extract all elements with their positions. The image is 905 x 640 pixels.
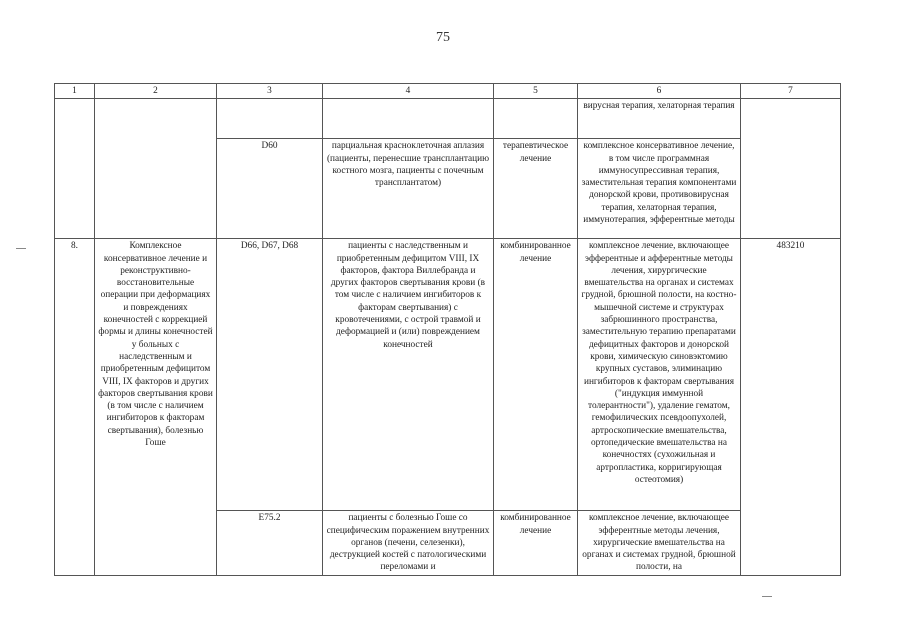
- column-number-7: 7: [741, 84, 841, 99]
- scan-mark: [16, 248, 26, 249]
- treatment-type-cell: терапевтическое лечение: [494, 139, 578, 239]
- column-number-3: 3: [217, 84, 323, 99]
- page-number: 75: [436, 30, 450, 45]
- treatment-method-cell: комплексное лечение, включающее эфферентные методы лечения, хирургические вмешательства на органах и системах грудной, брюшной полости, на: [578, 511, 741, 575]
- column-number-2: 2: [95, 84, 217, 99]
- diagnosis-code-cell: E75.2: [217, 511, 323, 575]
- row-number-cell: [55, 99, 95, 239]
- diagnosis-code-cell: D66, D67, D68: [217, 239, 323, 511]
- treatment-type-cell: комбинированное лечение: [494, 239, 578, 511]
- treatment-method-cell: комплексное лечение, включающее эфферентные и афферентные методы лечения, хирургические вмешательства на органах и системах грудной, брюшной полости, на костно-мышечной системе и структурах забрюшинного пространства, заместительную терапию препаратами дефицитных факторов и донорской крови, химическую синовэктомию крупных суставов, элиминацию ингибиторов к факторам свертывания ("индукция иммунной толерантности"), удаление гематом, гемофилических псевдоопухолей, артроскопические вмешательства, ортопедические вмешательства на конечностях (сухожильная и артропластика, корригирующая остеотомия): [578, 239, 741, 511]
- intervention-name-cell: Комплексное консервативное лечение и реконструктивно-восстановительные операции при деформациях и повреждениях конечностей с коррекцией формы и длины конечностей у больных с наследственным и приобретенным дефицитом VIII, IX факторов и других факторов свертывания крови (в том числе с наличием ингибиторов к факторам свертывания), болезнью Гоше: [95, 239, 217, 575]
- table-row-continuation: [55, 99, 841, 139]
- scan-mark: [762, 596, 772, 597]
- treatment-method-cell: вирусная терапия, хелаторная терапия: [578, 99, 741, 139]
- cost-cell: 483210: [741, 239, 841, 575]
- patient-model-cell: [323, 99, 494, 139]
- column-number-4: 4: [323, 84, 494, 99]
- patient-model-cell: парциальная красноклеточная аплазия (пациенты, перенесшие трансплантацию костного мозга, пациенты с почечным трансплантатом): [323, 139, 494, 239]
- patient-model-cell: пациенты с болезнью Гоше со специфическим поражением внутренних органов (печени, селезенки), деструкцией костей с патологическими переломами и: [323, 511, 494, 575]
- treatment-type-cell: комбинированное лечение: [494, 511, 578, 575]
- column-number-1: 1: [55, 84, 95, 99]
- medical-care-table: [54, 83, 841, 576]
- patient-model-cell: пациенты с наследственным и приобретенным дефицитом VIII, IX факторов, фактора Виллебранда и других факторов свертывания крови (в том числе с наличием ингибиторов к факторам свертывания) с кровотечениями, с острой травмой и деформацией и (или) повреждением конечностей: [323, 239, 494, 511]
- intervention-name-cell: [95, 99, 217, 239]
- row-number-cell: 8.: [55, 239, 95, 575]
- column-number-5: 5: [494, 84, 578, 99]
- cost-cell: [741, 99, 841, 239]
- table-row-8: [55, 239, 841, 511]
- treatment-type-cell: [494, 99, 578, 139]
- diagnosis-code-cell: [217, 99, 323, 139]
- treatment-method-cell: комплексное консервативное лечение, в том числе программная иммуносупрессивная терапия, заместительная терапия компонентами донорской крови, противовирусная терапия, хелаторная терапия, иммунотерапия, эфферентные методы: [578, 139, 741, 239]
- column-number-6: 6: [578, 84, 741, 99]
- diagnosis-code-cell: D60: [217, 139, 323, 239]
- column-number-row: [55, 84, 841, 99]
